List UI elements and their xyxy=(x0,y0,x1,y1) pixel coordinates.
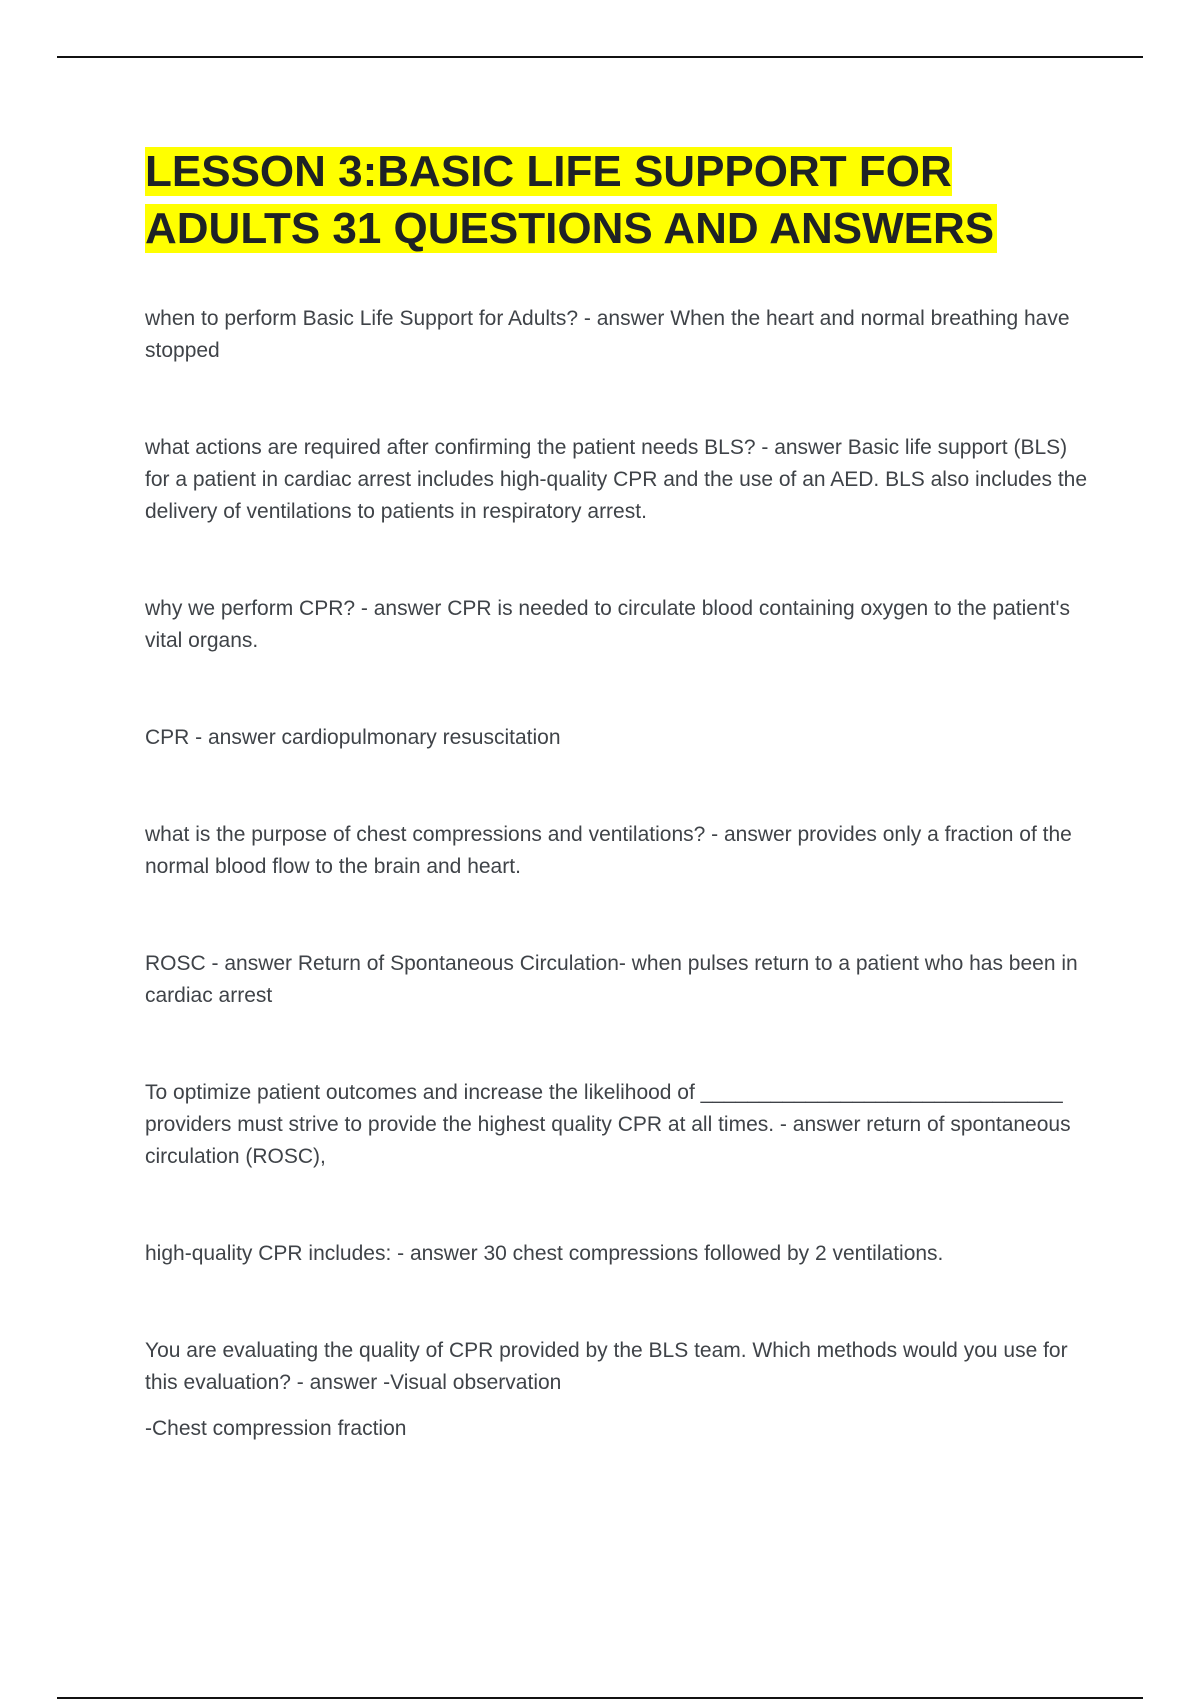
qa-text: You are evaluating the quality of CPR provided by the BLS team. Which methods would you use for this evaluation? - answer -Visual observation xyxy=(145,1339,1068,1394)
qa-item xyxy=(145,819,1095,883)
qa-item xyxy=(145,593,1095,657)
qa-item xyxy=(145,722,1095,754)
qa-item xyxy=(145,432,1095,528)
document-title xyxy=(145,143,1095,257)
qa-item xyxy=(145,303,1095,367)
qa-item xyxy=(145,1238,1095,1270)
qa-item xyxy=(145,1335,1095,1445)
qa-item xyxy=(145,948,1095,1012)
qa-text: ROSC - answer Return of Spontaneous Circulation- when pulses return to a patient who has been in cardiac arrest xyxy=(145,952,1078,1007)
document-title-text: LESSON 3:BASIC LIFE SUPPORT FOR ADULTS 31 QUESTIONS AND ANSWERS xyxy=(145,147,997,253)
qa-text: what is the purpose of chest compressions and ventilations? - answer provides only a fraction of the normal blood flow to the brain and heart. xyxy=(145,823,1072,878)
qa-text: what actions are required after confirming the patient needs BLS? - answer Basic life support (BLS) for a patient in cardiac arrest includes high-quality CPR and the use of an AED. BLS also includes the delivery of ventilations to patients in respiratory arrest. xyxy=(145,436,1088,523)
qa-extra-text: -Chest compression fraction xyxy=(145,1417,407,1440)
qa-text: To optimize patient outcomes and increase the likelihood of _______________________________ providers must strive to provide the highest quality CPR at all times. - answer return of spontaneous circulation (ROSC), xyxy=(145,1081,1071,1168)
qa-list xyxy=(145,303,1095,1510)
qa-text: why we perform CPR? - answer CPR is needed to circulate blood containing oxygen to the patient's vital organs. xyxy=(145,597,1070,652)
qa-item xyxy=(145,1077,1095,1173)
qa-text: high-quality CPR includes: - answer 30 chest compressions followed by 2 ventilations. xyxy=(145,1242,944,1265)
qa-text: CPR - answer cardiopulmonary resuscitation xyxy=(145,726,561,749)
qa-text: when to perform Basic Life Support for Adults? - answer When the heart and normal breathing have stopped xyxy=(145,307,1070,362)
bottom-divider xyxy=(57,1697,1143,1699)
top-divider xyxy=(57,56,1143,58)
